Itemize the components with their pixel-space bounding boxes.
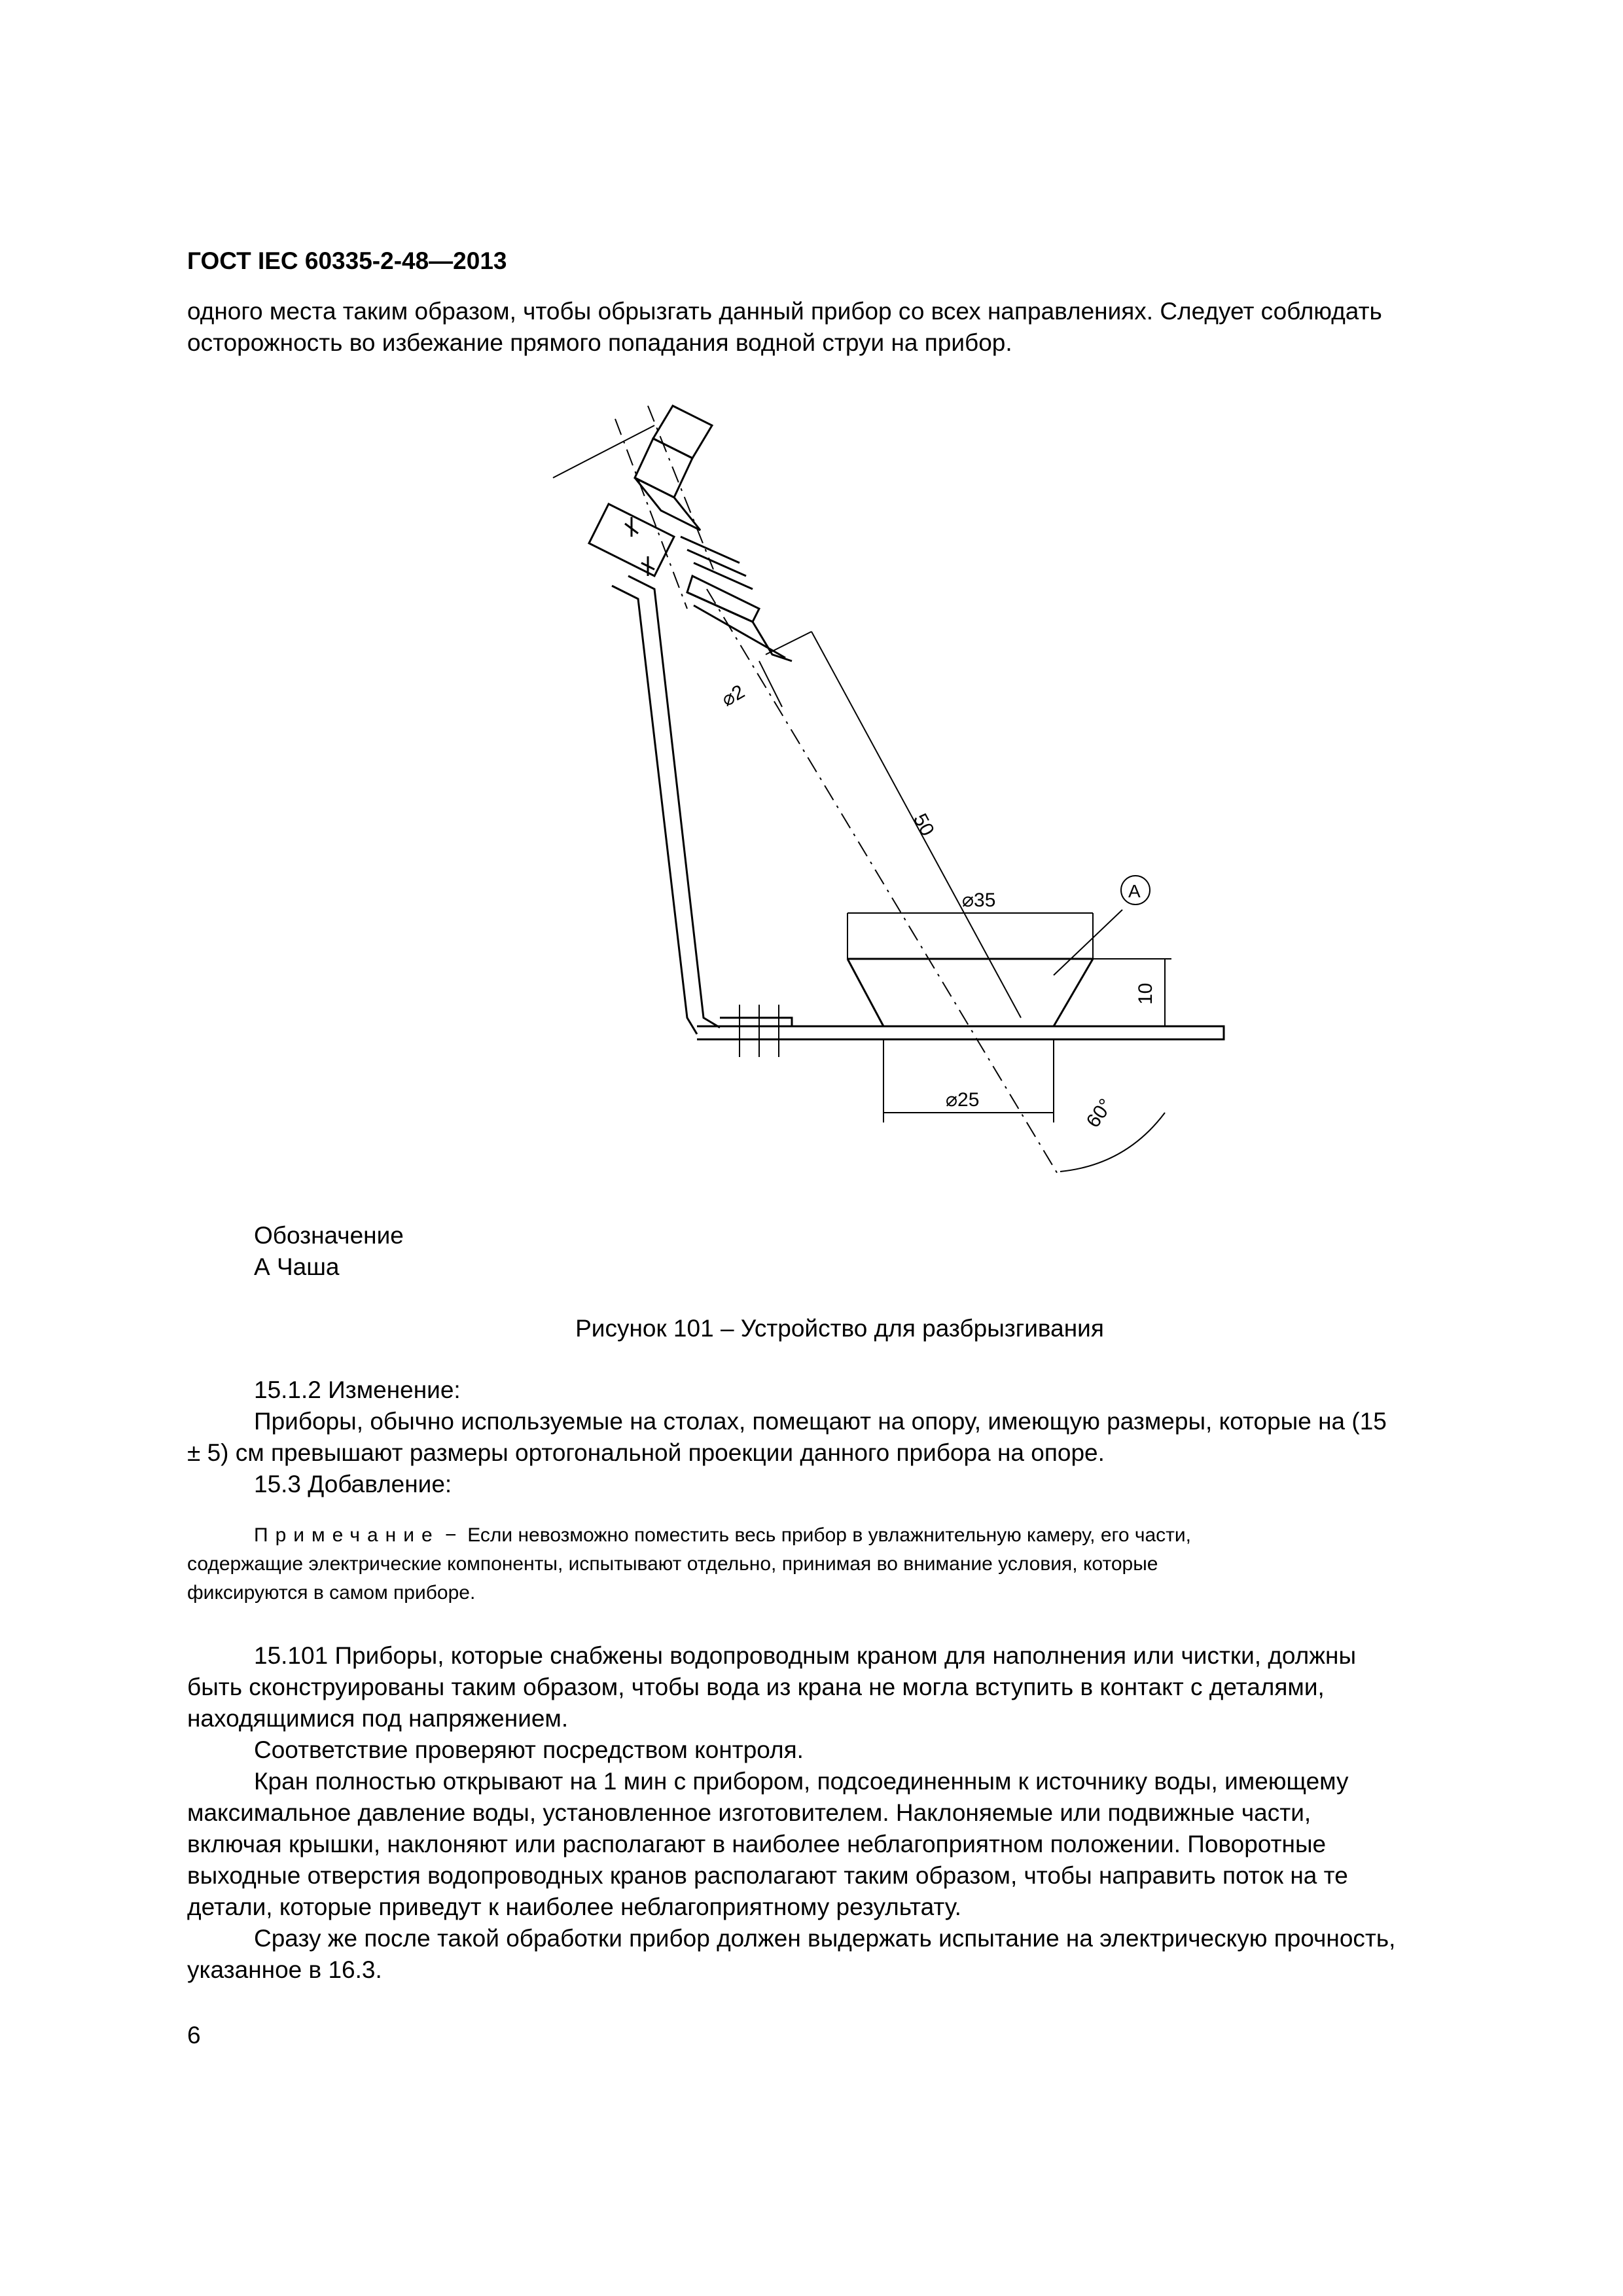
section-15-1-2-line-2: ± 5) см превышают размеры ортогональной проекции данного прибора на опоре.: [187, 1439, 1105, 1466]
page-number: 6: [187, 2022, 201, 2049]
tap-line-4: выходные отверстия водопроводных кранов располагают таким образом, чтобы направить поток на те: [187, 1862, 1348, 1889]
base-plate: [697, 1026, 1224, 1039]
section-15-101-line-2: быть сконструированы таким образом, чтобы вода из крана не могла вступить в контакт с деталями,: [187, 1674, 1325, 1700]
label-10: 10: [1135, 982, 1156, 1005]
after-line-2: указанное в 16.3.: [187, 1956, 382, 1983]
section-15-1-2-line-1: Приборы, обычно используемые на столах, помещают на опору, имеющую размеры, которые на (15: [254, 1408, 1387, 1435]
note-text: Если невозможно поместить весь прибор в увлажнительную камеру, его части,: [467, 1524, 1191, 1546]
intro-line-2: осторожность во избежание прямого попадания водной струи на прибор.: [187, 329, 1012, 356]
tap-line-2: максимальное давление воды, установленное изготовителем. Наклоняемые или подвижные части,: [187, 1799, 1311, 1826]
note-line-1: [254, 1522, 1492, 1549]
note-dash: −: [445, 1524, 457, 1546]
section-15-1-2-title: 15.1.2 Изменение:: [254, 1376, 461, 1403]
section-15-3-title: 15.3 Добавление:: [254, 1471, 452, 1498]
figure-caption: Рисунок 101 – Устройство для разбрызгивания: [575, 1315, 1104, 1342]
tap-line-1: Кран полностью открывают на 1 мин с прибором, подсоединенным к источнику воды, имеющему: [254, 1768, 1349, 1795]
after-line-1: Сразу же после такой обработки прибор должен выдержать испытание на электрическую прочность,: [254, 1925, 1396, 1952]
label-d2: ⌀2: [718, 681, 749, 711]
note-line-2: содержащие электрические компоненты, испытывают отдельно, принимая во внимание условия, которые: [187, 1553, 1158, 1575]
note-label: Примечание: [254, 1524, 440, 1546]
legend-item: А Чаша: [254, 1253, 340, 1280]
document-header: ГОСТ IEC 60335-2-48—2013: [187, 247, 507, 274]
label-marker-a: A: [1128, 881, 1141, 901]
section-15-101-line-3: находящимися под напряжением.: [187, 1705, 569, 1732]
bowl: [847, 959, 1093, 1026]
label-50: 50: [908, 810, 938, 840]
support-arm: [612, 576, 720, 1034]
tap-line-3: включая крышки, наклоняют или располагают в наиболее неблагоприятном положении. Поворотные: [187, 1831, 1327, 1857]
label-d35: ⌀35: [962, 889, 996, 911]
compliance-text: Соответствие проверяют посредством контроля.: [254, 1736, 804, 1763]
label-d25: ⌀25: [946, 1089, 980, 1111]
legend-title: Обозначение: [254, 1222, 404, 1249]
tap-line-5: детали, которые приведут к наиболее неблагоприятному результату.: [187, 1893, 961, 1920]
note-line-3: фиксируются в самом приборе.: [187, 1582, 476, 1604]
section-15-101-line-1: 15.101 Приборы, которые снабжены водопроводным краном для наполнения или чистки, должны: [254, 1642, 1357, 1669]
intro-line-1: одного места таким образом, чтобы обрызгать данный прибор со всех направлениях. Следует соблюдать: [187, 298, 1382, 325]
label-60-deg: 60°: [1082, 1094, 1117, 1132]
